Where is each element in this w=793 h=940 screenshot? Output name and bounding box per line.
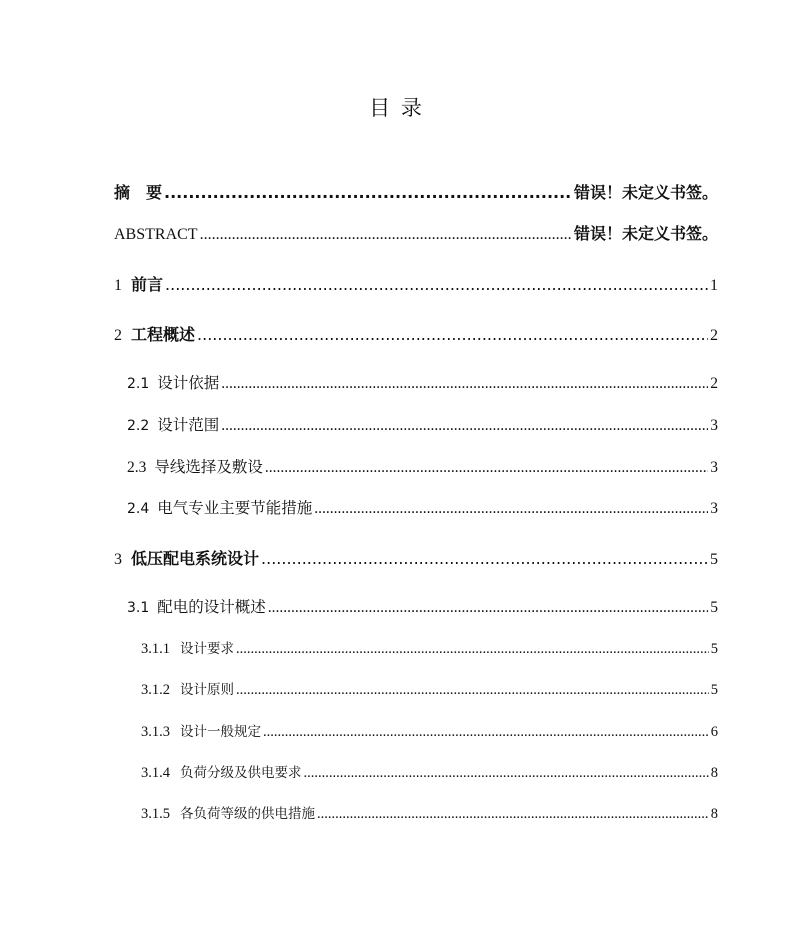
toc-entry-text: 前言 xyxy=(131,275,164,294)
toc-entry-text: 设计一般规定 xyxy=(180,724,261,740)
toc-entry-text: 设计范围 xyxy=(157,416,220,434)
toc-leader-dots xyxy=(200,226,572,244)
toc-entry-text: 摘 要 xyxy=(114,183,163,202)
toc-entry-text: 电气专业主要节能措施 xyxy=(157,499,313,517)
toc-entry-number: 3.1.5 xyxy=(141,806,170,822)
toc-entry-page: 错误！未定义书签。 xyxy=(573,183,718,202)
toc-entry-section-2-3[interactable] xyxy=(127,455,718,477)
toc-leader-dots xyxy=(197,325,708,344)
toc-entry-text: ABSTRACT xyxy=(114,226,198,243)
toc-leader-dots xyxy=(221,375,708,393)
toc-leader-dots xyxy=(164,183,572,202)
toc-leader-dots xyxy=(165,275,708,294)
toc-entry-page: 3 xyxy=(710,500,718,517)
toc-entry-section-2-1[interactable] xyxy=(127,371,718,393)
toc-title: 目 录 xyxy=(369,96,424,120)
toc-entry-number: 2.1 xyxy=(127,376,150,392)
toc-leader-dots xyxy=(221,417,708,435)
toc-entry-subsection-3-1-5[interactable] xyxy=(141,802,718,823)
toc-entry-page: 2 xyxy=(710,375,718,392)
toc-leader-dots xyxy=(236,641,709,658)
toc-entry-page: 5 xyxy=(710,599,718,616)
toc-entry-text: 设计要求 xyxy=(180,641,234,657)
toc-entry-page: 2 xyxy=(710,327,718,344)
toc-entry-text: 各负荷等级的供电措施 xyxy=(180,806,315,822)
toc-entry-abstract-cn[interactable] xyxy=(114,180,718,203)
toc-entry-text: 设计依据 xyxy=(157,374,220,392)
toc-leader-dots xyxy=(304,765,709,782)
toc-entry-subsection-3-1-2[interactable] xyxy=(141,678,718,699)
toc-entry-page: 5 xyxy=(710,682,718,698)
toc-entry-subsection-3-1-4[interactable] xyxy=(141,761,718,782)
toc-entry-number: 3.1 xyxy=(127,600,150,616)
toc-entry-text: 负荷分级及供电要求 xyxy=(180,765,302,781)
toc-entry-page: 错误！未定义书签。 xyxy=(573,224,718,243)
toc-entry-text: 工程概述 xyxy=(131,325,196,344)
toc-entry-number: 2 xyxy=(114,327,122,344)
toc-entry-number: 3.1.3 xyxy=(141,724,170,740)
toc-entry-section-2-2[interactable] xyxy=(127,413,718,435)
toc-entry-section-2-4[interactable] xyxy=(127,496,718,518)
toc-entry-page: 3 xyxy=(710,459,718,476)
toc-entry-number: 3 xyxy=(114,551,122,568)
toc-entry-page: 8 xyxy=(710,806,718,822)
toc-entry-abstract-en[interactable] xyxy=(114,221,718,244)
toc-entry-page: 8 xyxy=(710,765,718,781)
toc-entry-subsection-3-1-3[interactable] xyxy=(141,720,718,741)
toc-entry-number: 3.1.2 xyxy=(141,682,170,698)
toc-entry-page: 1 xyxy=(710,277,718,294)
toc-leader-dots xyxy=(265,459,708,477)
toc-entry-text: 低压配电系统设计 xyxy=(131,549,260,568)
toc-leader-dots xyxy=(314,500,708,518)
toc-entry-number: 3.1.4 xyxy=(141,765,170,781)
toc-entry-chapter-3[interactable] xyxy=(114,546,718,569)
toc-entry-page: 3 xyxy=(710,417,718,434)
toc-entry-page: 6 xyxy=(710,724,718,740)
toc-entry-section-3-1[interactable] xyxy=(127,595,718,617)
toc-entry-subsection-3-1-1[interactable] xyxy=(141,637,718,658)
toc-leader-dots xyxy=(263,724,709,741)
toc-entry-chapter-2[interactable] xyxy=(114,322,718,345)
toc-entry-number: 2.3 xyxy=(127,459,147,476)
toc-entry-number: 2.4 xyxy=(127,501,150,517)
toc-leader-dots xyxy=(261,549,708,568)
toc-entry-number: 1 xyxy=(114,277,122,294)
toc-leader-dots xyxy=(236,682,709,699)
toc-entry-page: 5 xyxy=(710,551,718,568)
toc-entry-page: 5 xyxy=(710,641,718,657)
toc-entry-text: 设计原则 xyxy=(180,682,234,698)
toc-entry-number: 2.2 xyxy=(127,418,150,434)
toc-entry-text: 导线选择及敷设 xyxy=(154,458,263,476)
toc-entry-number: 3.1.1 xyxy=(141,641,170,657)
toc-leader-dots xyxy=(317,806,709,823)
toc-entry-text: 配电的设计概述 xyxy=(157,598,266,616)
toc-entry-chapter-1[interactable] xyxy=(114,272,718,295)
toc-leader-dots xyxy=(268,599,708,617)
